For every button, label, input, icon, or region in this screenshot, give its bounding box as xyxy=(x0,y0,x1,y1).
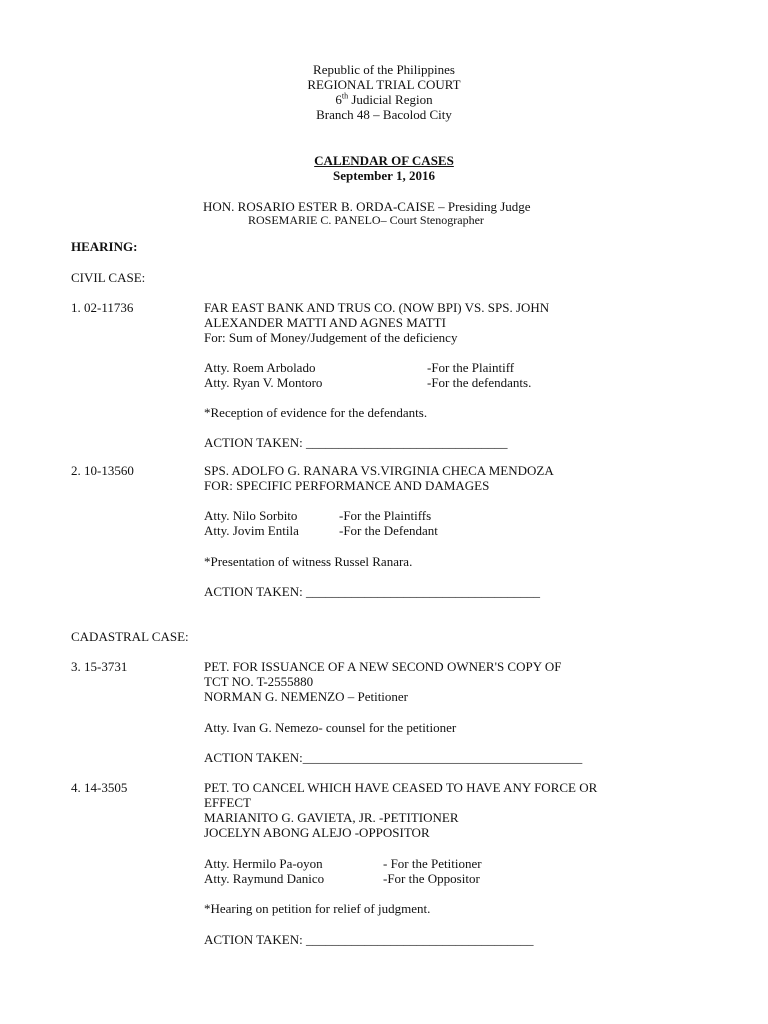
case-title-line: PET. TO CANCEL WHICH HAVE CEASED TO HAVE ANY FORCE OR xyxy=(204,780,598,795)
region-number: 6 xyxy=(335,92,342,107)
case-number: 2. 10-13560 xyxy=(71,463,134,478)
counsel-role: -For the Defendant xyxy=(339,523,438,538)
case-note: *Reception of evidence for the defendants. xyxy=(204,405,428,420)
header-region xyxy=(0,92,768,107)
counsel-name: Atty. Ryan V. Montoro xyxy=(204,375,323,390)
case-oppositor: JOCELYN ABONG ALEJO -OPPOSITOR xyxy=(204,825,430,840)
civil-case-label: CIVIL CASE: xyxy=(71,270,146,285)
case-petitioner: NORMAN G. NEMENZO – Petitioner xyxy=(204,689,409,704)
court-stenographer: ROSEMARIE C. PANELO– Court Stenographer xyxy=(248,213,484,227)
case-note: *Hearing on petition for relief of judgment. xyxy=(204,901,431,916)
counsel-name: Atty. Jovim Entila xyxy=(204,523,299,538)
region-suffix: th xyxy=(341,91,349,101)
header-court: REGIONAL TRIAL COURT xyxy=(307,77,461,92)
calendar-date: September 1, 2016 xyxy=(333,168,435,183)
counsel-name: Atty. Raymund Danico xyxy=(204,871,325,886)
action-taken: ACTION TAKEN: ____________________________________ xyxy=(204,584,540,599)
counsel-name: Atty. Nilo Sorbito xyxy=(204,508,298,523)
header-branch: Branch 48 – Bacolod City xyxy=(316,107,452,122)
case-subject: FOR: SPECIFIC PERFORMANCE AND DAMAGES xyxy=(204,478,490,493)
action-taken: ACTION TAKEN: _______________________________ xyxy=(204,435,508,450)
case-title-line: SPS. ADOLFO G. RANARA VS.VIRGINIA CHECA MENDOZA xyxy=(204,463,554,478)
header-republic: Republic of the Philippines xyxy=(313,62,455,77)
case-note: *Presentation of witness Russel Ranara. xyxy=(204,554,413,569)
cadastral-case-label: CADASTRAL CASE: xyxy=(71,629,189,644)
counsel-role: -For the Oppositor xyxy=(383,871,480,886)
case-petitioner: MARIANITO G. GAVIETA, JR. -PETITIONER xyxy=(204,810,459,825)
counsel-name: Atty. Hermilo Pa-oyon xyxy=(204,856,323,871)
counsel-role: -For the Plaintiff xyxy=(427,360,515,375)
counsel-role: -For the defendants. xyxy=(427,375,532,390)
counsel-role: -For the Plaintiffs xyxy=(339,508,432,523)
case-title-line: PET. FOR ISSUANCE OF A NEW SECOND OWNER'S COPY OF xyxy=(204,659,562,674)
case-title-line: TCT NO. T-2555880 xyxy=(204,674,314,689)
counsel-name: Atty. Roem Arbolado xyxy=(204,360,316,375)
calendar-title: CALENDAR OF CASES xyxy=(314,153,454,168)
counsel-role: - For the Petitioner xyxy=(383,856,482,871)
action-taken: ACTION TAKEN: ___________________________________ xyxy=(204,932,534,947)
action-taken: ACTION TAKEN:___________________________________________ xyxy=(204,750,583,765)
case-title-line: ALEXANDER MATTI AND AGNES MATTI xyxy=(204,315,446,330)
case-number: 1. 02-11736 xyxy=(71,300,134,315)
case-title-line: FAR EAST BANK AND TRUS CO. (NOW BPI) VS. SPS. JOHN xyxy=(204,300,550,315)
case-number: 4. 14-3505 xyxy=(71,780,128,795)
case-title-line: EFFECT xyxy=(204,795,251,810)
case-number: 3. 15-3731 xyxy=(71,659,128,674)
region-text: Judicial Region xyxy=(348,92,433,107)
presiding-judge: HON. ROSARIO ESTER B. ORDA-CAISE – Presiding Judge xyxy=(203,199,531,214)
counsel-line: Atty. Ivan G. Nemezo- counsel for the petitioner xyxy=(204,720,457,735)
case-subject: For: Sum of Money/Judgement of the deficiency xyxy=(204,330,458,345)
hearing-label: HEARING: xyxy=(71,239,138,254)
